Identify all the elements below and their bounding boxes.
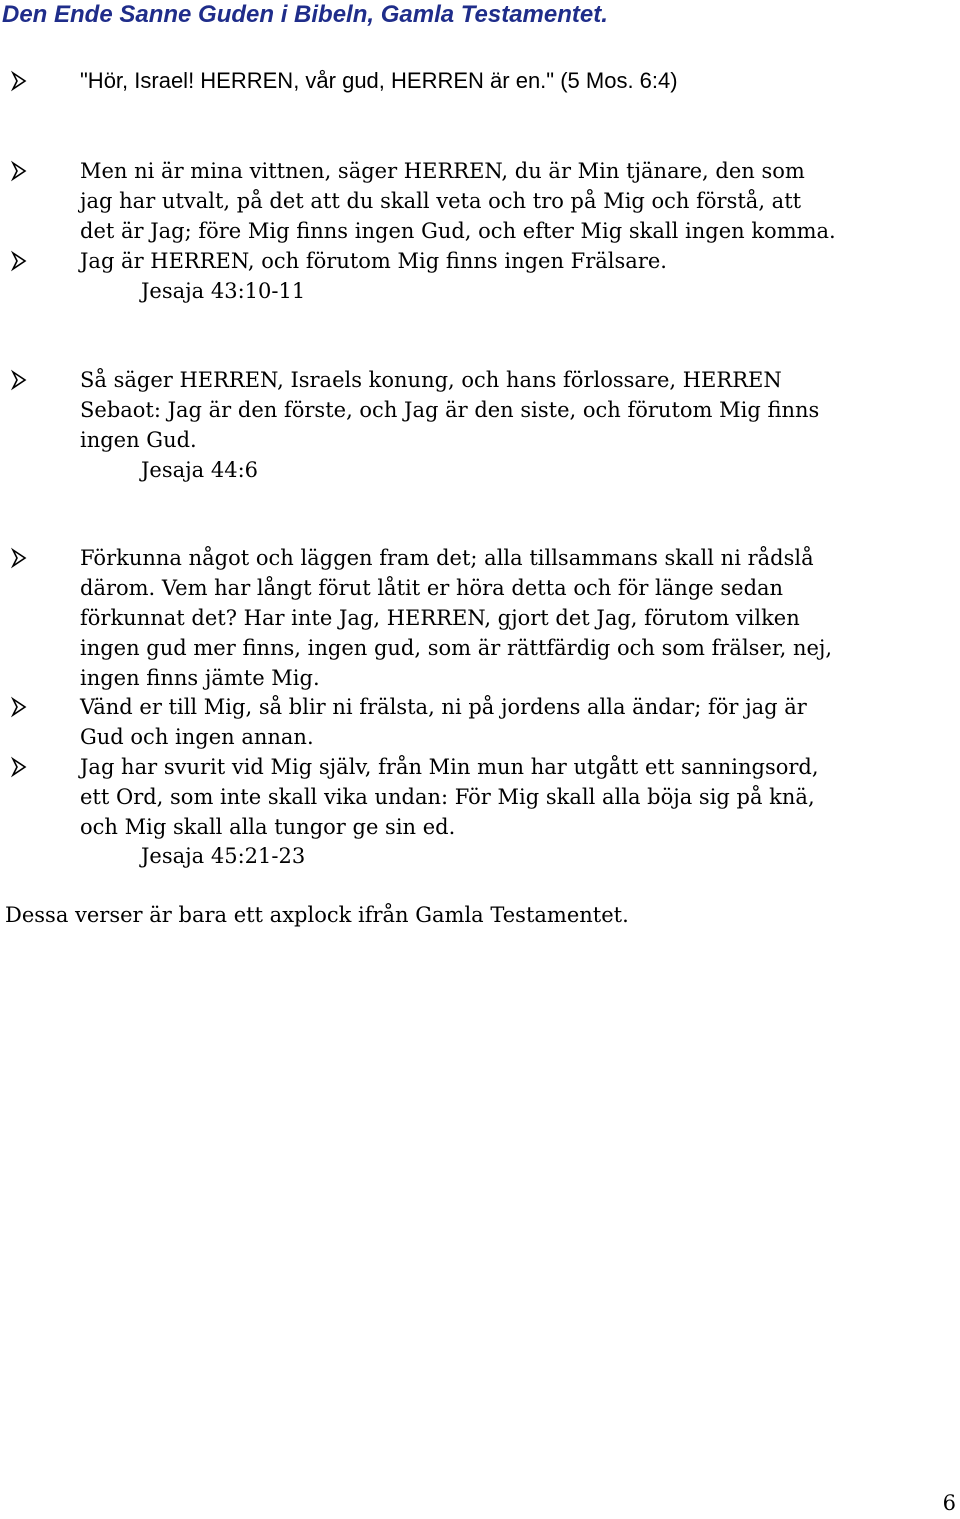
arrowhead-bullet-icon — [10, 156, 30, 186]
arrowhead-bullet-icon — [10, 365, 30, 395]
arrowhead-bullet-icon — [10, 543, 30, 573]
bullet-text: Så säger HERREN, Israels konung, och hans förlossare, HERREN Sebaot: Jag är den förste, och Jag är den siste, och förutom Mig finns ingen Gud. — [80, 368, 820, 452]
bullet-text: Jag har svurit vid Mig själv, från Min mun har utgått ett sanningsord, ett Ord, som inte skall vika undan: För Mig skall alla böja sig på knä, och Mig skall alla tungor ge sin ed. — [80, 755, 819, 839]
bullet-text: Vänd er till Mig, så blir ni frälsta, ni på jordens alla ändar; för jag är Gud och ingen annan. — [80, 695, 807, 749]
arrowhead-bullet-icon — [10, 246, 30, 276]
page-title: Den Ende Sanne Guden i Bibeln, Gamla Testamentet. — [2, 1, 608, 28]
bullet-text: Men ni är mina vittnen, säger HERREN, du är Min tjänare, den som jag har utvalt, på det att du skall veta och tro på Mig och förstå, att det är Jag; före Mig finns ingen Gud, och efter Mig skall ingen komma. — [80, 159, 836, 243]
closing-note: Dessa verser är bara ett axplock ifrån Gamla Testamentet. — [5, 903, 629, 927]
bullet-text: Förkunna något och läggen fram det; alla tillsammans skall ni rådslå därom. Vem har långt förut låtit er höra detta och för länge sedan förkunnat det? Har inte Jag, HERREN, gjort det Jag, förutom vilken ingen gud mer finns, ingen gud, som är rättfärdig och som frälser, nej, ingen finns jämte Mig. — [80, 546, 833, 690]
bullet-text: Jag är HERREN, och förutom Mig finns ingen Frälsare. — [80, 249, 667, 273]
arrowhead-bullet-icon — [10, 66, 30, 96]
scripture-reference: Jesaja 43:10-11 — [141, 279, 306, 303]
arrowhead-bullet-icon — [10, 692, 30, 722]
scripture-reference: Jesaja 45:21-23 — [141, 844, 306, 868]
scripture-reference: Jesaja 44:6 — [141, 458, 259, 482]
bullet-text: "Hör, Israel! HERREN, vår gud, HERREN är en." (5 Mos. 6:4) — [80, 68, 678, 93]
page-number: 6 — [942, 1491, 956, 1515]
arrowhead-bullet-icon — [10, 752, 30, 782]
